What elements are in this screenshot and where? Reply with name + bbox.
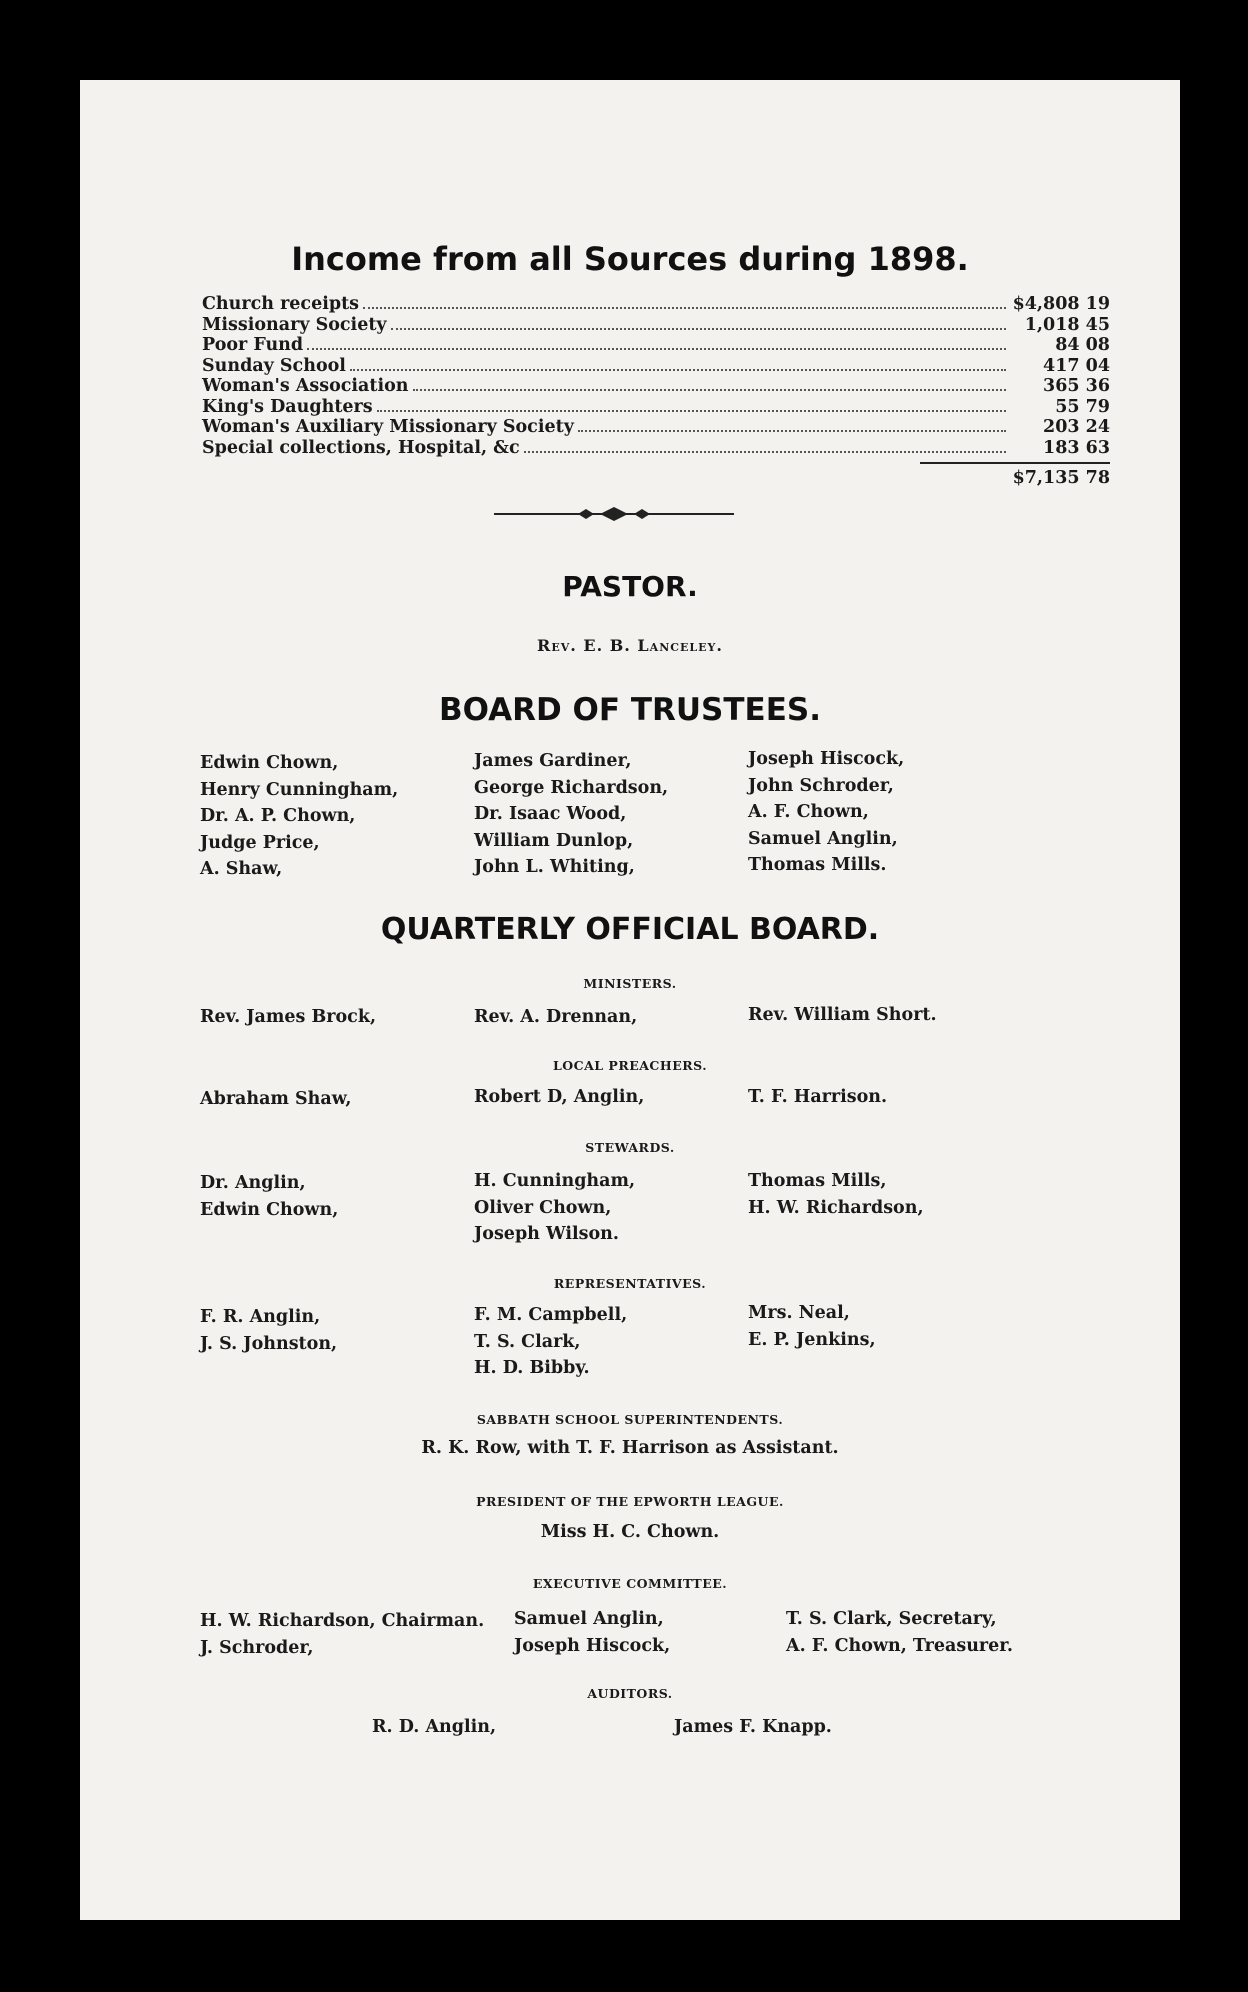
income-amount: $4,808 19: [1012, 294, 1110, 314]
ministers-column-3: [748, 1002, 937, 1029]
income-row: [202, 397, 1110, 418]
pastor-name: Rev. E. B. Lanceley.: [537, 636, 723, 655]
income-row: [202, 356, 1110, 377]
name: William Dunlop,: [474, 830, 634, 851]
auditor-name: James F. Knapp.: [674, 1717, 832, 1737]
name: Edwin Chown,: [200, 753, 339, 773]
income-total: $7,135 78: [1012, 468, 1110, 488]
dot-leader: [578, 430, 1006, 432]
income-label: Woman's Auxiliary Missionary Society: [202, 417, 574, 437]
sabbath-school-label: SABBATH SCHOOL SUPERINTENDENTS.: [476, 1412, 784, 1427]
name: T. S. Clark,: [474, 1331, 581, 1352]
dot-leader: [307, 348, 1006, 350]
sabbath-school-text: R. K. Row, with T. F. Harrison as Assistant.: [421, 1438, 839, 1458]
name: T. S. Clark, Secretary,: [786, 1609, 997, 1629]
name: Dr. A. P. Chown,: [200, 806, 356, 826]
name: Oliver Chown,: [474, 1197, 612, 1218]
name: J. Schroder,: [200, 1637, 314, 1658]
income-label: Poor Fund: [202, 335, 304, 355]
name: H. W. Richardson,: [748, 1197, 924, 1218]
income-label: Sunday School: [202, 355, 346, 376]
income-amount: 417 04: [1043, 355, 1110, 376]
executive-committee-label: EXECUTIVE COMMITTEE.: [532, 1576, 728, 1591]
stewards-column-1: [200, 1170, 338, 1223]
income-label: Missionary Society: [202, 314, 387, 335]
stewards-column-2: [474, 1168, 635, 1248]
dot-leader: [350, 369, 1006, 371]
income-row: [202, 376, 1110, 397]
name: A. F. Chown,: [748, 802, 869, 822]
auditor-name: R. D. Anglin,: [372, 1717, 497, 1737]
ministers-column-2: [474, 1004, 637, 1031]
name: Edwin Chown,: [200, 1199, 339, 1220]
income-label: Woman's Association: [202, 376, 409, 396]
trustees-column-1: [200, 750, 398, 883]
name: Dr. Anglin,: [200, 1173, 306, 1193]
name: H. D. Bibby.: [474, 1358, 590, 1378]
executive-column-1: [200, 1608, 484, 1661]
income-amount: 84 08: [1055, 335, 1110, 355]
name: A. F. Chown, Treasurer.: [786, 1635, 1013, 1656]
name: Thomas Mills.: [748, 855, 887, 875]
epworth-league-label: PRESIDENT OF THE EPWORTH LEAGUE.: [476, 1494, 784, 1509]
local-preachers-column-2: [474, 1084, 644, 1111]
trustees-column-2: [474, 748, 668, 881]
income-amount: 203 24: [1043, 417, 1110, 437]
income-label: Special collections, Hospital, &c: [202, 437, 520, 458]
income-label: Church receipts: [202, 294, 360, 314]
name: F. R. Anglin,: [200, 1307, 321, 1327]
local-preachers-column-1: [200, 1086, 351, 1113]
dot-leader: [377, 410, 1006, 412]
dot-leader: [363, 307, 1006, 309]
executive-column-3: [786, 1606, 1013, 1659]
stewards-column-3: [748, 1168, 924, 1221]
representatives-column-3: [748, 1300, 876, 1353]
ornament-divider: [494, 506, 734, 522]
name: Joseph Hiscock,: [514, 1635, 671, 1656]
name: H. Cunningham,: [474, 1171, 636, 1191]
name: H. W. Richardson, Chairman.: [200, 1611, 485, 1631]
quarterly-heading: QUARTERLY OFFICIAL BOARD.: [380, 912, 880, 947]
income-amount: 1,018 45: [1024, 314, 1110, 335]
name: Rev. James Brock,: [200, 1007, 377, 1027]
name: George Richardson,: [474, 777, 669, 798]
pastor-heading: PASTOR.: [562, 570, 698, 603]
representatives-label: REPRESENTATIVES.: [553, 1276, 707, 1291]
income-row: [202, 335, 1110, 356]
epworth-league-text: Miss H. C. Chown.: [540, 1522, 720, 1542]
name: J. S. Johnston,: [200, 1333, 338, 1354]
name: A. Shaw,: [200, 859, 283, 879]
income-amount: 365 36: [1043, 376, 1110, 396]
income-row: [202, 294, 1110, 315]
name: E. P. Jenkins,: [748, 1329, 876, 1350]
income-label: King's Daughters: [202, 396, 373, 417]
dot-leader: [391, 328, 1006, 330]
name: Joseph Wilson.: [474, 1224, 619, 1244]
name: Robert D, Anglin,: [474, 1087, 645, 1107]
stewards-label: STEWARDS.: [585, 1140, 675, 1155]
name: F. M. Campbell,: [474, 1305, 628, 1325]
name: Joseph Hiscock,: [748, 749, 905, 769]
income-amount: 183 63: [1043, 437, 1110, 458]
name: John Schroder,: [748, 775, 894, 796]
dot-leader: [413, 389, 1006, 391]
dot-leader: [524, 451, 1006, 453]
name: Samuel Anglin,: [514, 1609, 664, 1629]
income-row: [202, 315, 1110, 336]
local-preachers-label: LOCAL PREACHERS.: [552, 1058, 708, 1073]
representatives-column-2: [474, 1302, 627, 1382]
income-row: [202, 417, 1110, 438]
name: Abraham Shaw,: [200, 1089, 352, 1109]
name: Judge Price,: [200, 832, 320, 853]
name: Mrs. Neal,: [748, 1303, 850, 1323]
income-table: [202, 294, 1110, 458]
name: Rev. A. Drennan,: [474, 1007, 638, 1027]
trustees-heading: BOARD OF TRUSTEES.: [439, 692, 821, 728]
auditors-label: AUDITORS.: [587, 1686, 673, 1701]
local-preachers-column-3: [748, 1084, 887, 1111]
ministers-column-1: [200, 1004, 376, 1031]
document-page: [80, 80, 1180, 1920]
total-rule: [920, 462, 1110, 464]
name: Samuel Anglin,: [748, 828, 898, 849]
income-row: [202, 438, 1110, 459]
name: T. F. Harrison.: [748, 1087, 888, 1107]
name: Rev. William Short.: [748, 1005, 937, 1025]
representatives-column-1: [200, 1304, 337, 1357]
name: Thomas Mills,: [748, 1171, 887, 1191]
income-amount: 55 79: [1055, 396, 1110, 417]
trustees-column-3: [748, 746, 904, 879]
name: Henry Cunningham,: [200, 779, 399, 800]
executive-column-2: [514, 1606, 670, 1659]
name: James Gardiner,: [474, 751, 632, 771]
name: Dr. Isaac Wood,: [474, 804, 627, 824]
name: John L. Whiting,: [474, 857, 635, 877]
income-title: Income from all Sources during 1898.: [291, 240, 969, 278]
ministers-label: MINISTERS.: [583, 976, 677, 991]
